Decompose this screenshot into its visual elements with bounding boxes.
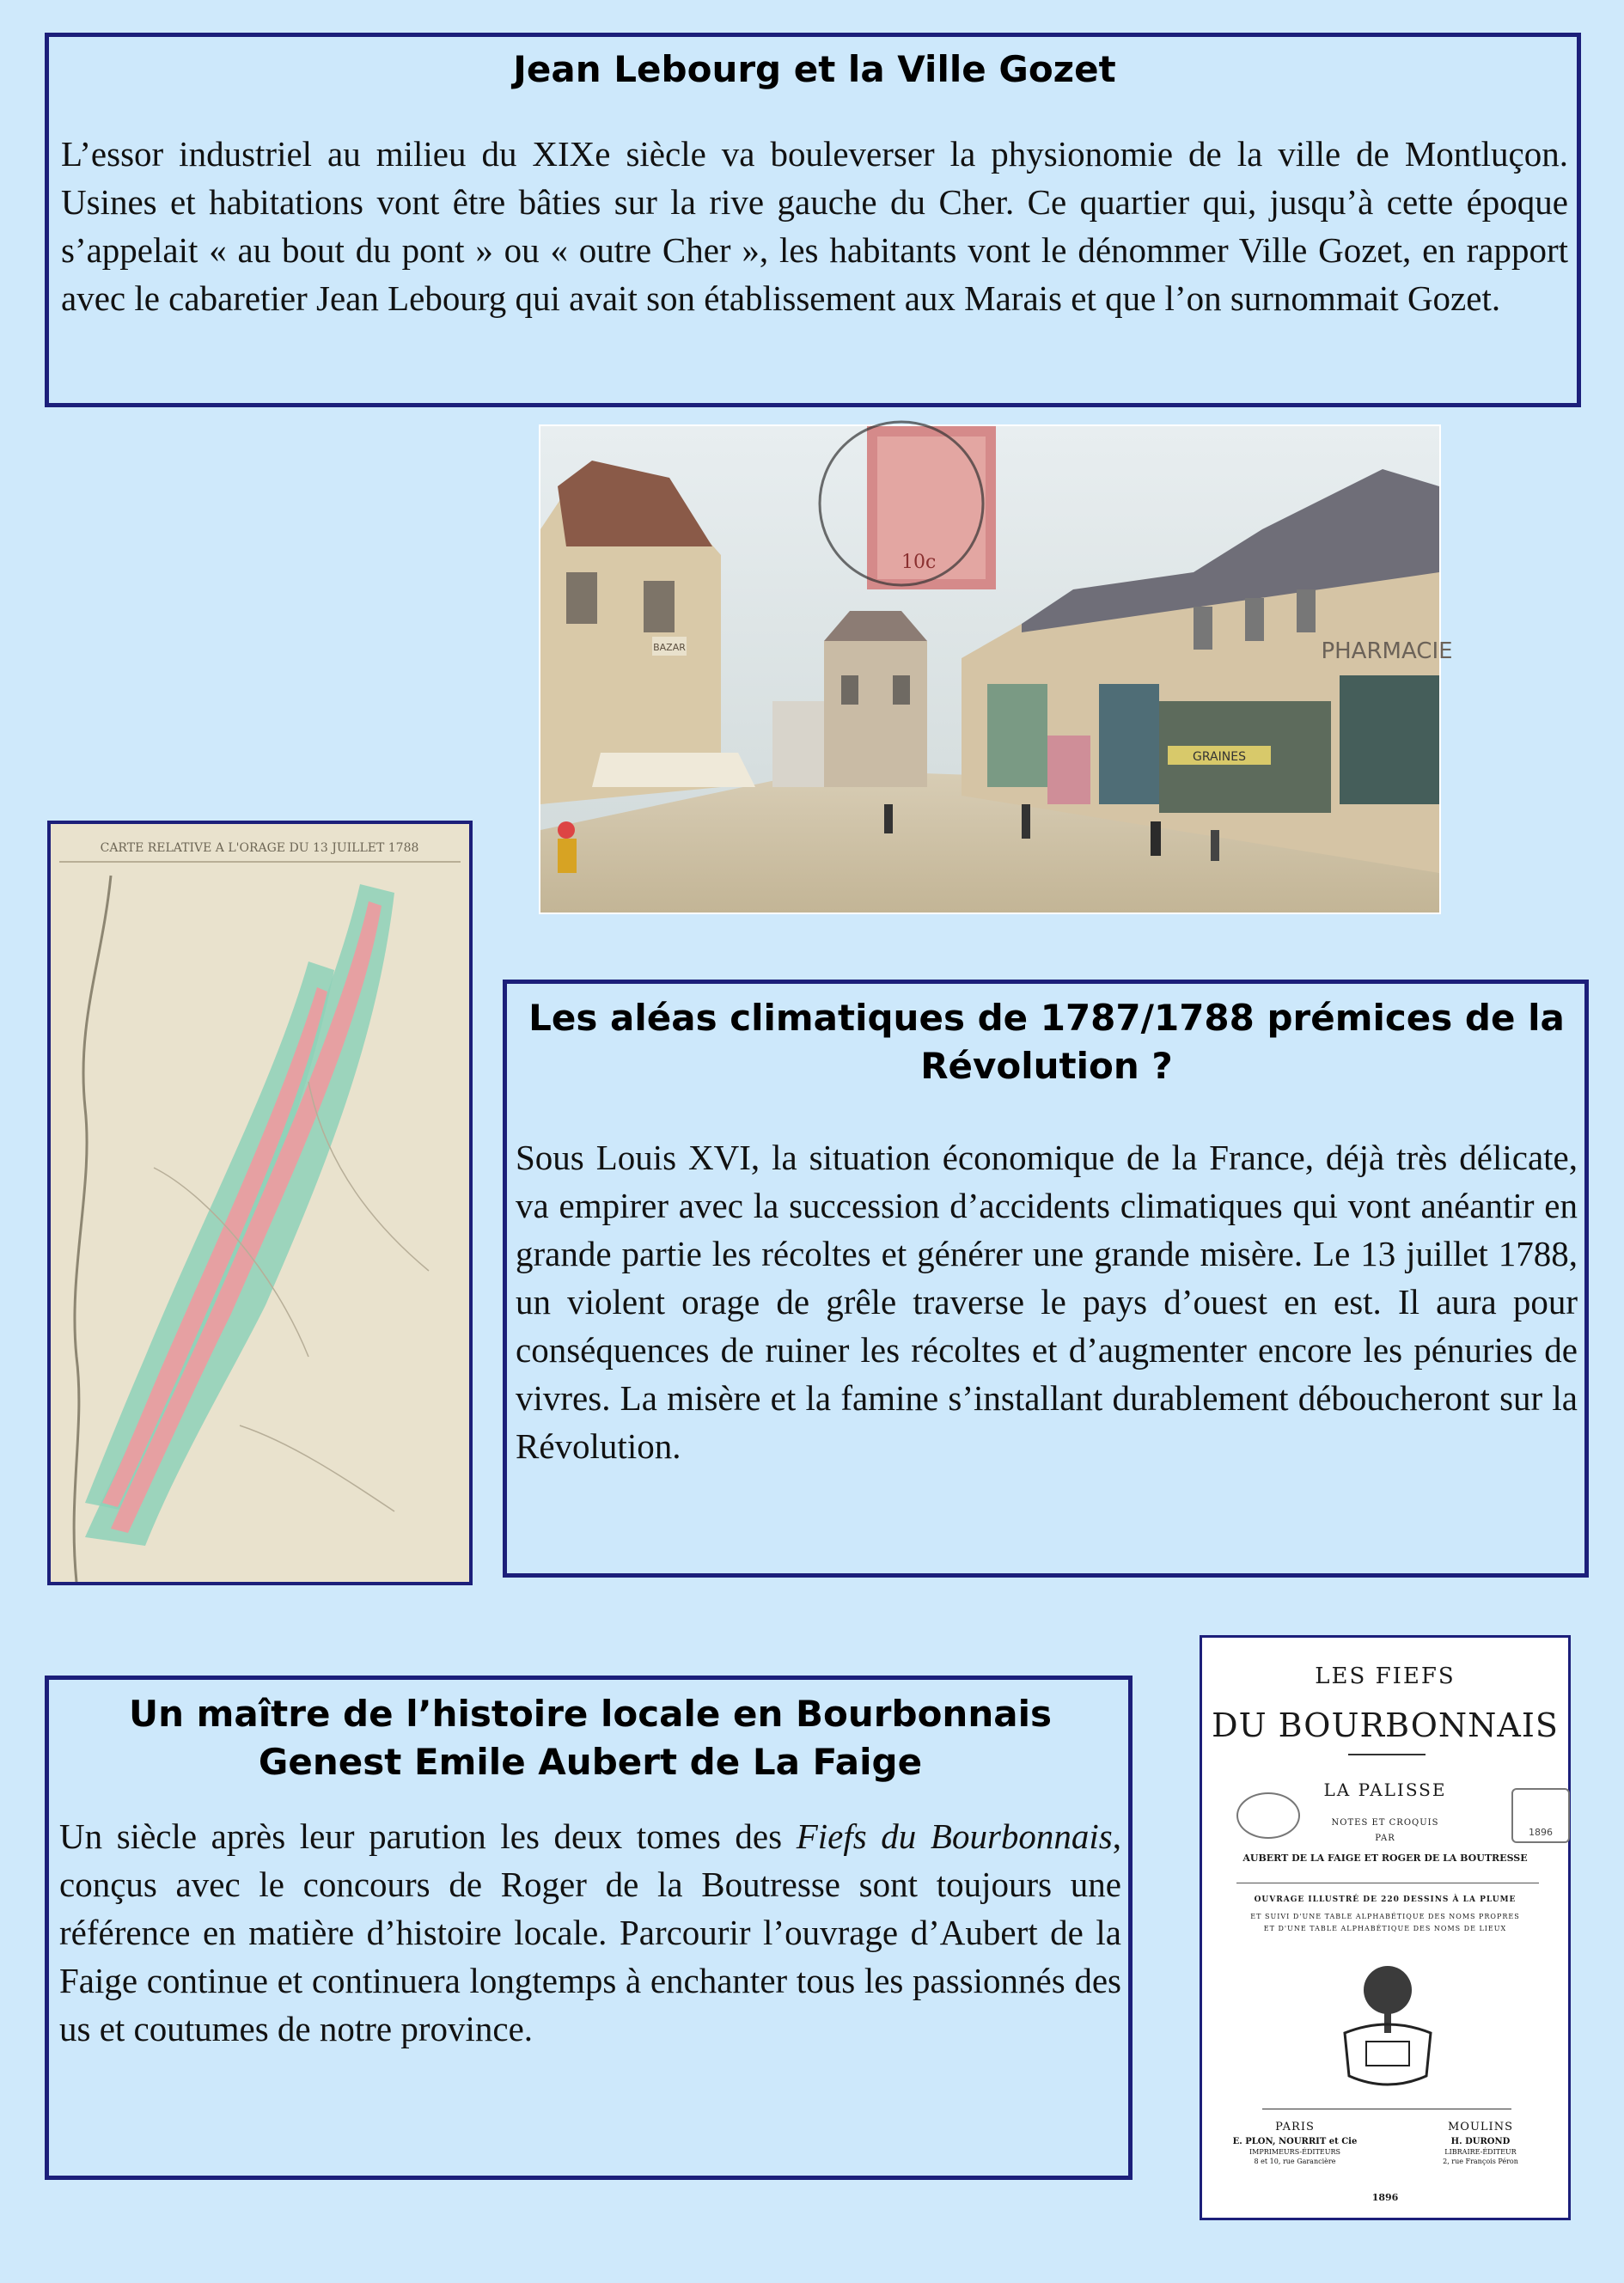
article-title	[59, 1690, 1121, 1786]
body-text: Un siècle après leur parution les deux tomes des	[59, 1816, 797, 1856]
article-body	[59, 1812, 1121, 2053]
storm-map-image	[47, 821, 473, 1585]
shop-sign-bazar: BAZAR	[653, 642, 686, 653]
book-year: 1896	[1371, 2192, 1399, 2203]
article-body: Sous Louis XVI, la situation économique de la France, déjà très délicate, va empirer avec la succession d’accidents climatiques qui vont anéantir en grande partie les récoltes et générer une grande misère. Le 13 juillet 1788, un violent orage de grêle traverse le pays d’ouest en est. Il aura pour conséquences de ruiner les récoltes et d’augmenter encore les pénuries de vivres. La misère et la famine s’installant durablement déboucheront sur la Révolution.	[516, 1138, 1578, 1466]
article-title: Les aléas climatiques de 1787/1788 prémices de la Révolution ?	[528, 997, 1565, 1087]
book-line-3: LA PALISSE	[1323, 1779, 1447, 1800]
book-illustrated: OUVRAGE ILLUSTRÉ DE 220 DESSINS À LA PLUME	[1254, 1895, 1517, 1904]
book-line-5: PAR	[1375, 1834, 1395, 1843]
book-publisher-right: H. DUROND	[1450, 2137, 1511, 2146]
book-line-1: LES FIEFS	[1315, 1663, 1456, 1689]
article-aubert	[45, 1676, 1133, 2180]
book-rule	[1348, 1754, 1426, 1755]
book-publisher-right-sub: LIBRAIRE-ÉDITEUR	[1444, 2148, 1517, 2156]
book-line-2: DU BOURBONNAIS	[1212, 1706, 1559, 1744]
shop-sign-graines: GRAINES	[1193, 750, 1246, 764]
book-title-italic: Fiefs du Bourbonnais	[796, 1816, 1113, 1856]
publisher-emblem-icon	[1328, 1964, 1448, 2093]
book-line-4: NOTES ET CROQUIS	[1331, 1818, 1439, 1828]
article-climat	[503, 980, 1589, 1578]
book-title-page-image	[1200, 1635, 1571, 2220]
article-body: L’essor industriel au milieu du XIXe siècle va bouleverser la physionomie de la ville de Montluçon. Usines et habitations vont être bâties sur la rive gauche du Cher. Ce quartier qui, jusqu’à cette époque s’appelait « au bout du pont » ou « outre Cher », les habitants vont le dénommer Ville Gozet, en rapport avec le cabaretier Jean Lebourg qui avait son établissement aux Marais et que l’on surnommait Gozet.	[61, 134, 1568, 318]
book-city-left: PARIS	[1275, 2121, 1315, 2133]
shop-sign-pharmacie: PHARMACIE	[1321, 638, 1453, 664]
library-stamp-left	[1236, 1792, 1300, 1839]
stamp-value: 10c	[901, 552, 937, 573]
book-city-right: MOULINS	[1448, 2121, 1513, 2133]
book-publisher-left: E. PLON, NOURRIT et Cie	[1232, 2137, 1358, 2146]
title-line-1: Un maître de l’histoire locale en Bourbonnais	[129, 1693, 1052, 1735]
book-publisher-left-sub: IMPRIMEURS-ÉDITEURS	[1249, 2148, 1341, 2156]
library-stamp-right: 1896	[1511, 1788, 1570, 1843]
book-publisher-left-addr: 8 et 10, rue Garancière	[1254, 2158, 1336, 2165]
book-suivi-2: ET D'UNE TABLE ALPHABÉTIQUE DES NOMS DE LIEUX	[1263, 1925, 1507, 1932]
body-text: , conçus avec le concours de Roger de la Boutresse sont toujours une référence en matière d’histoire locale. Parcourir l’ouvrage d’Aubert de la Faige continue et continuera longtemps à enchanter tous les passionnés des us et coutumes de notre province.	[59, 1816, 1121, 2048]
postcard-street-image	[539, 424, 1453, 914]
book-publisher-right-addr: 2, rue François Péron	[1443, 2158, 1518, 2165]
book-suivi-1: ET SUIVI D'UNE TABLE ALPHABÉTIQUE DES NOMS PROPRES	[1250, 1913, 1520, 1920]
article-ville-gozet	[45, 33, 1581, 407]
book-authors: AUBERT DE LA FAIGE ET ROGER DE LA BOUTRESSE	[1242, 1853, 1528, 1864]
article-title: Jean Lebourg et la Ville Gozet	[513, 48, 1116, 90]
map-caption: CARTE RELATIVE A L'ORAGE DU 13 JUILLET 1788	[100, 841, 419, 855]
title-line-2: Genest Emile Aubert de La Faige	[258, 1741, 923, 1783]
